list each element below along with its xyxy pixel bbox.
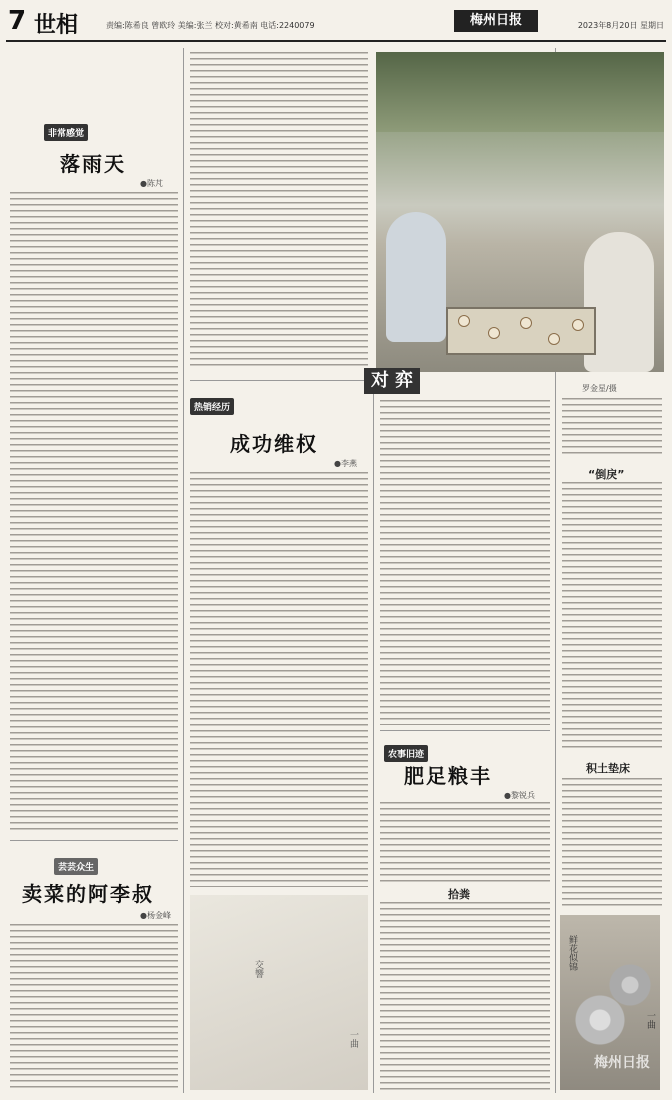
chess-photo bbox=[376, 52, 664, 372]
column-divider bbox=[373, 380, 374, 1093]
chess-piece bbox=[458, 315, 470, 327]
header-rule bbox=[6, 40, 666, 42]
caption-char: 对 bbox=[371, 370, 389, 391]
article-byline: ●黎锐兵 bbox=[504, 791, 535, 800]
chess-board bbox=[446, 307, 596, 355]
article-kicker: 芸芸众生 bbox=[54, 858, 98, 875]
dateline: 2023年8月20日 星期日 bbox=[577, 21, 664, 30]
article-title: 落雨天 bbox=[60, 152, 126, 176]
ink-painting bbox=[190, 895, 368, 1090]
photo-caption bbox=[364, 368, 420, 394]
section-title: 世相 bbox=[34, 13, 79, 38]
page-header bbox=[6, 6, 666, 40]
child-left bbox=[386, 212, 446, 342]
calligraphy-caption: 一曲 bbox=[645, 1011, 655, 1029]
article-body bbox=[10, 192, 178, 832]
painting-caption: 交響 bbox=[253, 960, 263, 978]
photo-credit: 罗金星/摄 bbox=[582, 384, 617, 393]
article-title: 肥足粮丰 bbox=[404, 764, 492, 788]
article-subhead: “倒戾” bbox=[588, 468, 625, 481]
section-rule bbox=[190, 380, 368, 381]
article-subhead: 积土垫床 bbox=[586, 762, 630, 775]
article-title: 成功维权 bbox=[230, 432, 318, 456]
page-number: 7 bbox=[8, 6, 27, 36]
article-kicker: 非常感觉 bbox=[44, 124, 88, 141]
masthead-logo: 梅州日报 bbox=[454, 10, 538, 32]
section-rule bbox=[380, 730, 550, 731]
article-body-continued bbox=[562, 398, 662, 458]
caption-char: 弈 bbox=[395, 370, 413, 391]
article-body bbox=[190, 472, 368, 887]
article-body-continued bbox=[190, 52, 368, 367]
article-kicker: 农事旧迹 bbox=[384, 745, 428, 762]
article-kicker: 热销经历 bbox=[190, 398, 234, 415]
article-body bbox=[380, 902, 550, 1092]
chess-piece bbox=[548, 333, 560, 345]
article-body bbox=[562, 482, 662, 752]
article-subhead: 拾粪 bbox=[448, 888, 470, 901]
article-byline: ●李燕 bbox=[334, 459, 357, 468]
editors-line: 责编:陈希良 曾欧玲 美编:张兰 校对:黄希南 电话:2240079 bbox=[106, 21, 315, 30]
chess-piece bbox=[572, 319, 584, 331]
column-divider bbox=[183, 48, 184, 1093]
article-body bbox=[10, 924, 178, 1090]
flower-caption: 鲜花似锦 bbox=[567, 935, 577, 971]
calligraphy-caption: 一曲 bbox=[348, 1030, 358, 1048]
article-body bbox=[380, 802, 550, 882]
chess-piece bbox=[488, 327, 500, 339]
watermark: 梅州日报 bbox=[594, 1055, 650, 1071]
chess-piece bbox=[520, 317, 532, 329]
section-rule bbox=[10, 840, 178, 841]
tree-foliage bbox=[376, 52, 664, 132]
flower-photo bbox=[560, 915, 660, 1090]
article-byline: ●陈芃 bbox=[140, 179, 163, 188]
article-body-continued bbox=[380, 400, 550, 725]
article-title: 卖菜的阿李叔 bbox=[22, 882, 154, 906]
article-byline: ●杨金峰 bbox=[140, 911, 171, 920]
article-body bbox=[562, 778, 662, 908]
